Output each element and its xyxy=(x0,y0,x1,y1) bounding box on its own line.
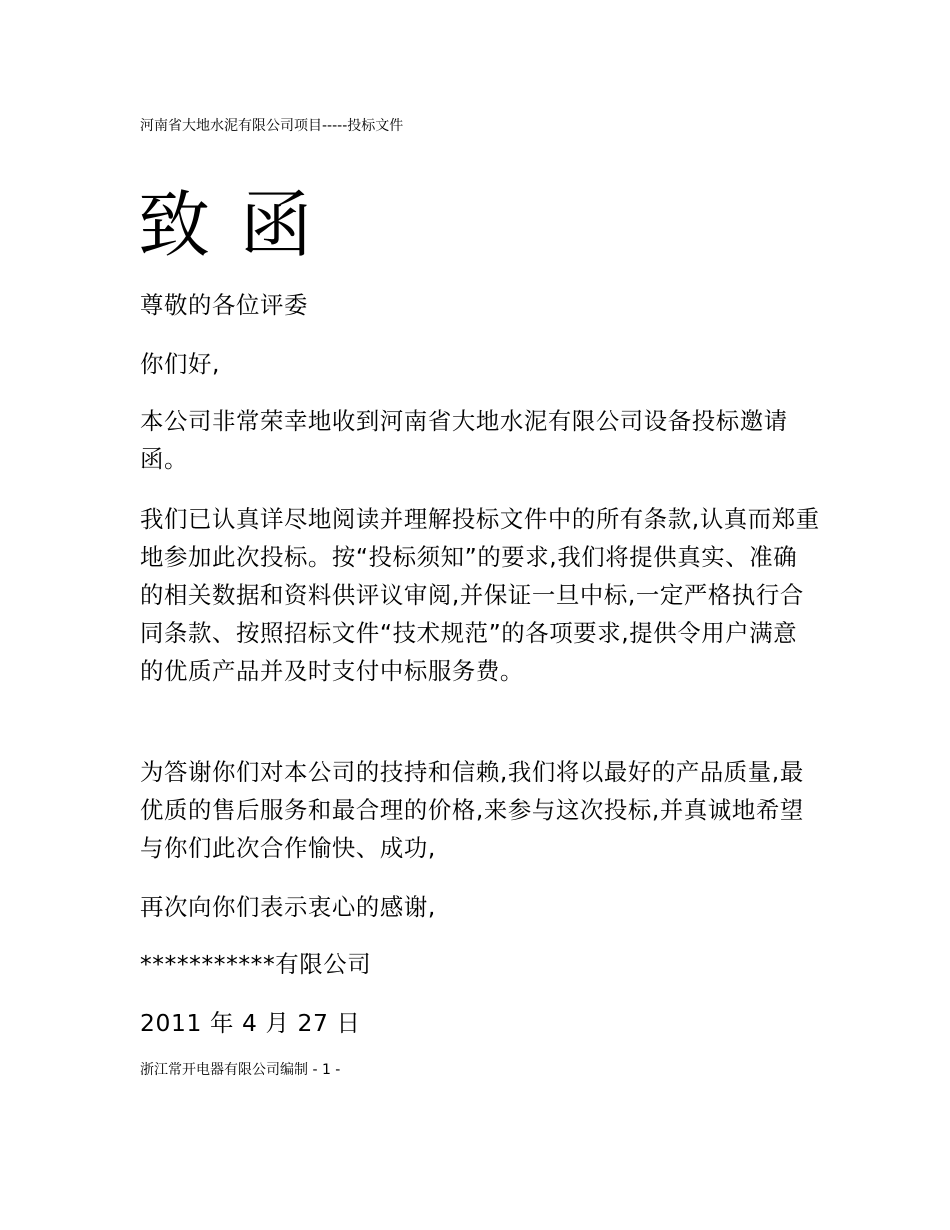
paragraph-invitation: 本公司非常荣幸地收到河南省大地水泥有限公司设备投标邀请函。 xyxy=(140,407,788,473)
signature-date: 2011 年 4 月 27 日 xyxy=(140,1009,361,1037)
letter-title: 致函 xyxy=(138,183,343,267)
paragraph-commitment: 我们已认真详尽地阅读并理解投标文件中的所有条款,认真而郑重地参加此次投标。按“投标须知”的要求,我们将提供真实、准确的相关数据和资料供评议审阅,并保证一旦中标,一定严格执行合同条款、按照招标文件“技术规范”的各项要求,提供令用户满意的优质产品并及时支付中标服务费。 xyxy=(140,505,820,685)
page-footer: 浙江常开电器有限公司编制 - 1 - xyxy=(140,1062,341,1078)
letter-greeting: 尊敬的各位评委 xyxy=(140,291,308,319)
paragraph-thanks: 为答谢你们对本公司的技持和信赖,我们将以最好的产品质量,最优质的售后服务和最合理的价格,来参与这次投标,并真诚地希望与你们此次合作愉快、成功, xyxy=(140,758,804,862)
paragraph-closing: 再次向你们表示衷心的感谢, xyxy=(140,893,436,921)
signature-company: ***********有限公司 xyxy=(140,950,372,978)
page-header: 河南省大地水泥有限公司项目-----投标文件 xyxy=(140,118,404,134)
letter-hello: 你们好, xyxy=(140,350,221,378)
